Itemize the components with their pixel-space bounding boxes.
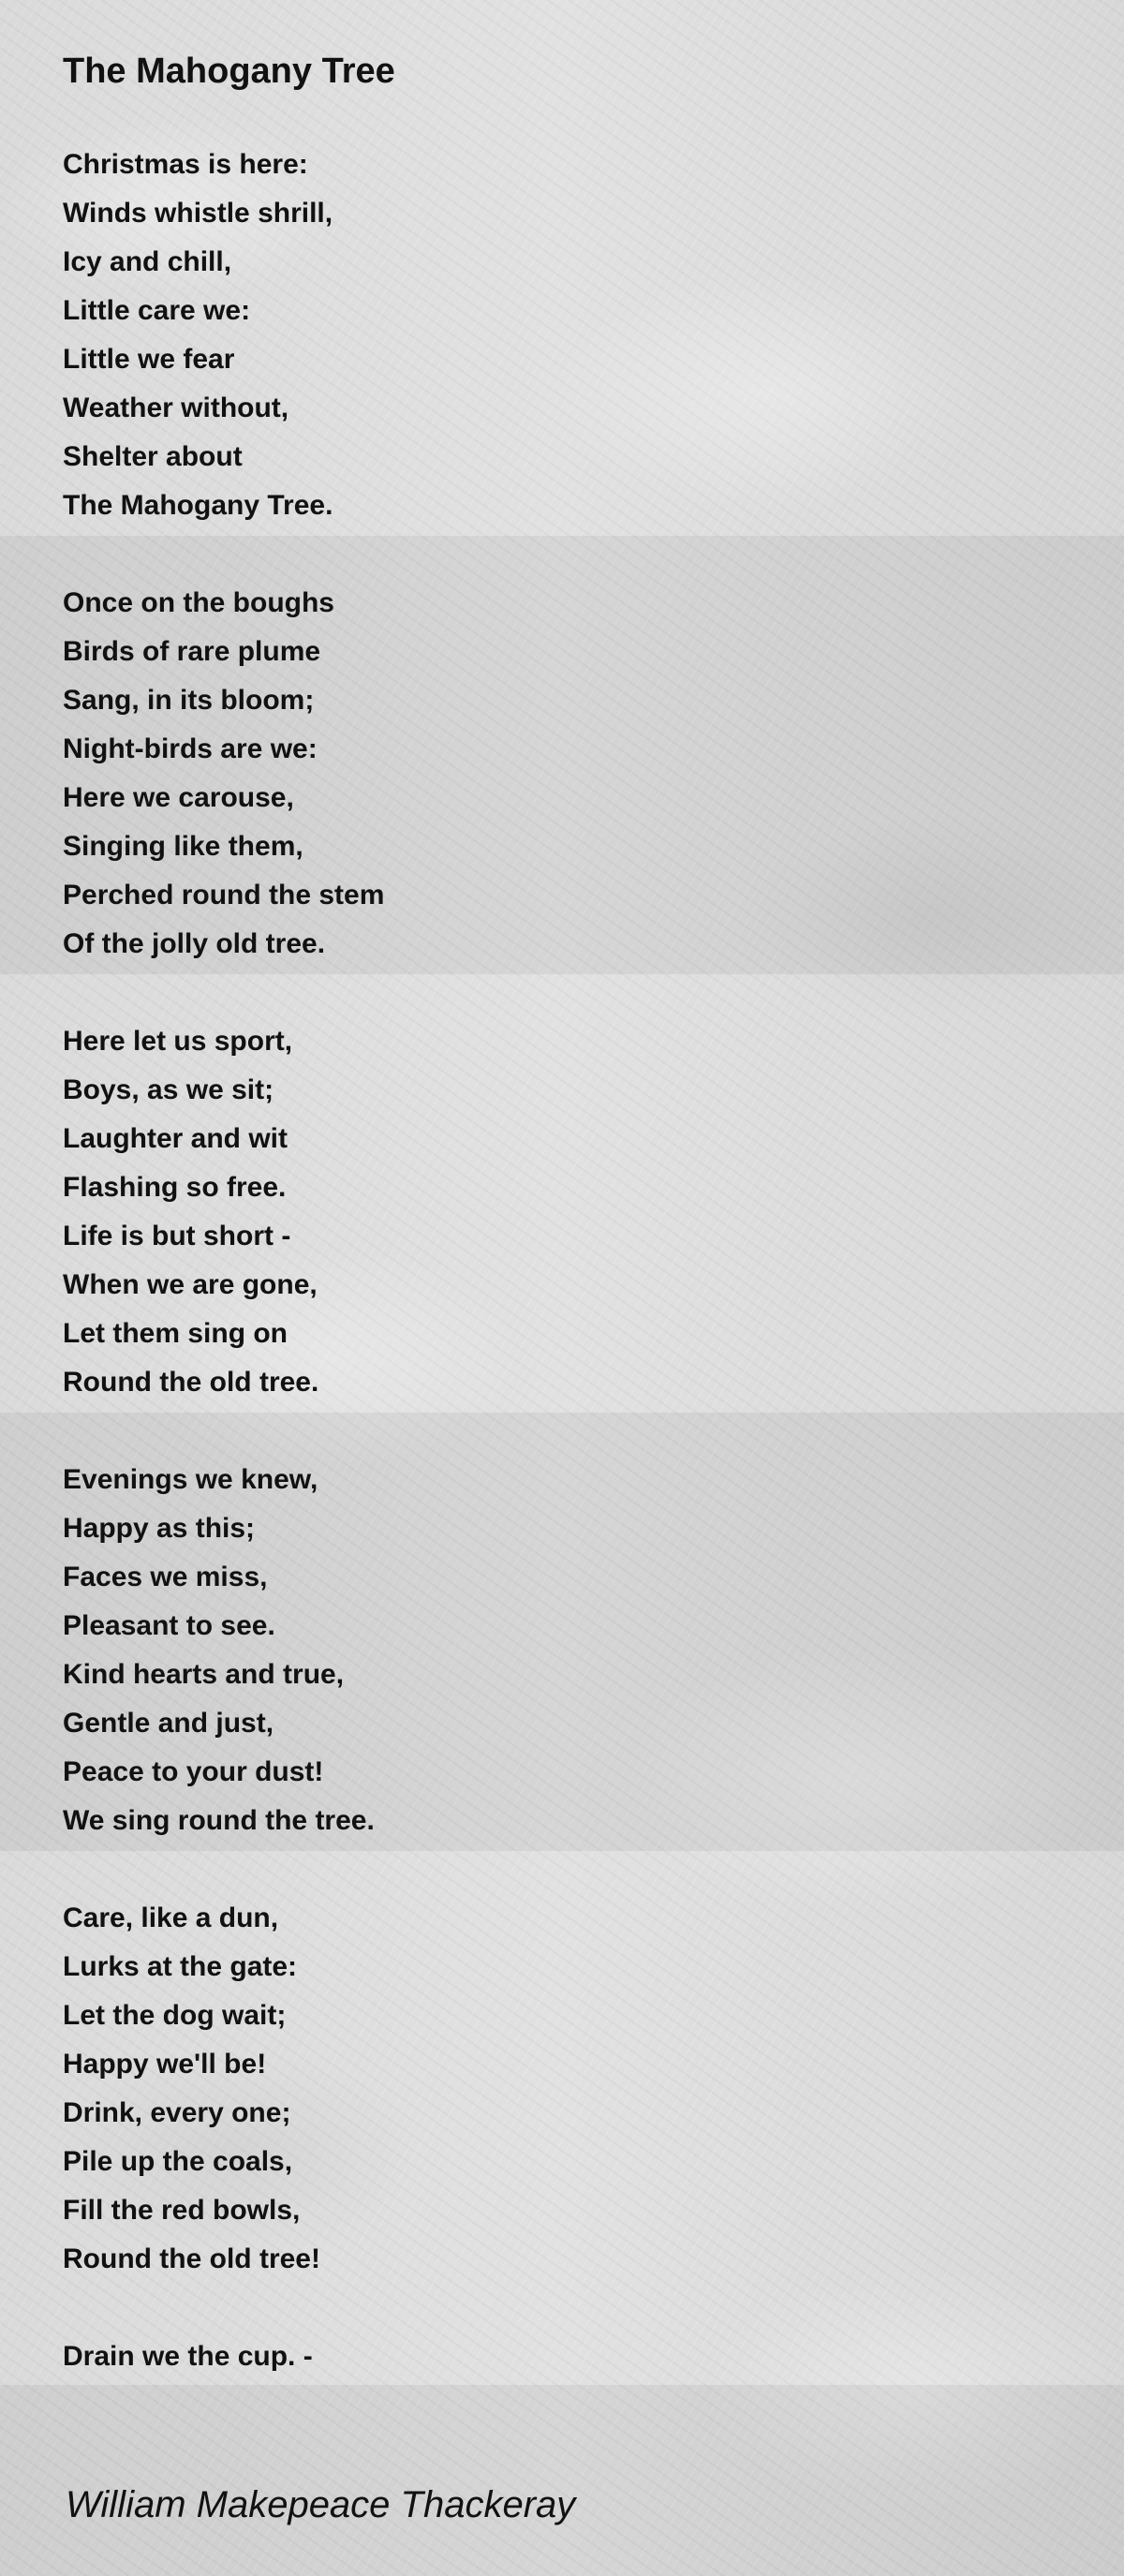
poem-line: Let the dog wait; xyxy=(63,2000,287,2031)
poem-line: Perched round the stem xyxy=(63,880,385,910)
poem-line: Let them sing on xyxy=(63,1318,288,1349)
poem-line: The Mahogany Tree. xyxy=(63,490,333,521)
poem-line: Of the jolly old tree. xyxy=(63,928,326,959)
poem-line: Icy and chill, xyxy=(63,246,232,277)
poem-line: Sang, in its bloom; xyxy=(63,685,315,716)
poem-line: Life is but short - xyxy=(63,1221,291,1251)
poem-line: Evenings we knew, xyxy=(63,1464,318,1495)
poem-line: Boys, as we sit; xyxy=(63,1074,274,1105)
poem-line: Christmas is here: xyxy=(63,149,308,180)
poem-line: Happy we'll be! xyxy=(63,2049,267,2080)
poem-line: Here let us sport, xyxy=(63,1026,293,1057)
poem-line: Lurks at the gate: xyxy=(63,1951,298,1982)
poem-author: William Makepeace Thackeray xyxy=(66,2484,576,2525)
poem-line: Laughter and wit xyxy=(63,1123,288,1154)
poem-line: Weather without, xyxy=(63,392,289,423)
poem-line: Round the old tree! xyxy=(63,2243,320,2274)
poem-line: Shelter about xyxy=(63,441,243,472)
stanza-5 xyxy=(63,1894,906,2332)
poem-line: Once on the boughs xyxy=(63,587,334,618)
poem-line: Round the old tree. xyxy=(63,1367,319,1398)
poem-line: Gentle and just, xyxy=(63,1708,274,1739)
poem-line: When we are gone, xyxy=(63,1269,318,1300)
poem-line: Birds of rare plume xyxy=(63,636,321,667)
poem-line: Night-birds are we: xyxy=(63,733,318,764)
poem-line: Here we carouse, xyxy=(63,782,294,813)
poem-line: Drink, every one; xyxy=(63,2097,291,2128)
poem-line: Flashing so free. xyxy=(63,1172,287,1203)
poem-line: Faces we miss, xyxy=(63,1562,268,1592)
poem-line: Little we fear xyxy=(63,344,235,375)
poem-line: Peace to your dust! xyxy=(63,1756,324,1787)
poem-line: Drain we the cup. - xyxy=(63,2341,313,2372)
poem-line: Pile up the coals, xyxy=(63,2146,293,2177)
poem-title: The Mahogany Tree xyxy=(63,52,395,91)
poem-line: Happy as this; xyxy=(63,1513,256,1544)
poem-line: Fill the red bowls, xyxy=(63,2195,301,2226)
poem-line: We sing round the tree. xyxy=(63,1805,375,1836)
stanza-3 xyxy=(63,1017,906,1456)
poem-line: Care, like a dun, xyxy=(63,1902,279,1933)
stanza-1 xyxy=(63,141,906,579)
stanza-6 xyxy=(63,2332,906,2430)
poem-line: Kind hearts and true, xyxy=(63,1659,345,1690)
stanza-2 xyxy=(63,579,906,1017)
poem-line: Winds whistle shrill, xyxy=(63,198,333,229)
poem-line: Little care we: xyxy=(63,295,251,326)
poem-body xyxy=(63,141,906,2430)
poem-line: Pleasant to see. xyxy=(63,1610,275,1641)
stanza-4 xyxy=(63,1456,906,1894)
poem-line: Singing like them, xyxy=(63,831,303,862)
